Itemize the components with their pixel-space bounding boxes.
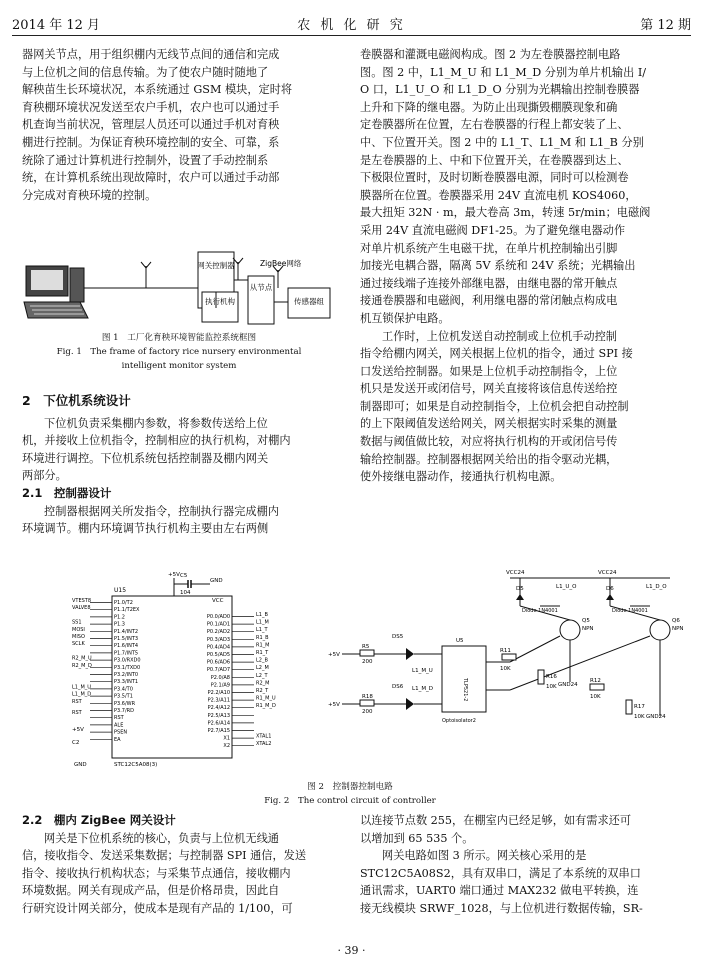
chip-ref: U15: [114, 587, 127, 594]
pin-name: P1.0/T2: [114, 600, 133, 606]
gateway-label: 网关控制器: [197, 261, 235, 270]
d6-label: D6: [606, 586, 614, 592]
text-line: 机互锁保护电路。: [360, 311, 450, 325]
diode-d6: [606, 594, 614, 600]
pin-net-label: R1_T: [256, 650, 269, 656]
caption-cn: 图 2 控制器控制电路: [307, 782, 393, 792]
pin-name: P1.1/T2EX: [114, 607, 140, 614]
pin-name: P0.1/AD1: [206, 621, 230, 628]
pin-name: P3.1/TXD0: [114, 664, 141, 671]
text-line: 以连接节点数 255，在棚室内已经足够，如有需求还可: [360, 814, 632, 827]
header-journal: 农 机 化 研 究: [297, 18, 406, 33]
pin-net-label: R1_M: [256, 642, 270, 649]
pin-name: P3.7/RD: [114, 708, 134, 714]
gnd24-label: GND24: [646, 714, 666, 720]
exec-label: 执行机构: [205, 297, 235, 306]
transistor-q6: [650, 620, 670, 640]
subsection-heading: 2.2 棚内 ZigBee 网关设计: [22, 813, 176, 827]
r17-label: R17: [634, 704, 645, 710]
text-line: 信，接收指令、发送采集数据；与控制器 SPI 通信，发送: [22, 849, 307, 863]
pin-net-label: R2_T: [256, 688, 269, 694]
pin-name: P2.2/A10: [207, 690, 230, 696]
power-label: +5V: [328, 702, 340, 708]
u5-type: TLP521-2: [462, 678, 468, 702]
text-line: 口发送给控制器。如果是上位机手动控制指令，上位: [360, 364, 618, 378]
running-header: [12, 14, 691, 34]
section-heading: 2 下位机系统设计: [22, 393, 131, 408]
pin-name: P3.2/INT0: [114, 672, 139, 678]
resistor-r16: [538, 670, 544, 684]
computer-icon: [24, 266, 88, 318]
r5-label: R5: [362, 644, 370, 650]
text-line: 环境数据。网关有现成产品，但是价格昂贵，因此自: [22, 884, 280, 898]
caption-en: Fig. 1 The frame of factory rice nursery environmental: [56, 347, 302, 357]
u5-label: U5: [456, 638, 464, 644]
pin-net-label: R1_B: [256, 634, 269, 641]
diode-label: Diode 1N4001: [522, 608, 558, 614]
r16-value: 10K: [546, 684, 557, 690]
subsection-heading: 2.1 控制器设计: [22, 485, 112, 500]
pin-net-label: L1_M_D: [72, 691, 92, 698]
r11-label: R11: [500, 648, 511, 654]
pin-name: P2.0/A8: [210, 674, 230, 681]
pin-name: P1.4/INT2: [114, 628, 139, 635]
text-line: STC12C5A08S2，具有双串口，满足了本系统的双串口: [360, 866, 641, 880]
text-line: 环境调节。棚内环境调节执行机构主要由左右两侧: [22, 522, 269, 536]
pin-net-label: VTEST8: [72, 598, 92, 604]
output-label: L1_D_O: [646, 584, 667, 590]
figure-1-diagram: [22, 232, 336, 328]
cap-ref: C5: [180, 573, 188, 579]
caption-en: intelligent monitor system: [121, 361, 237, 371]
pin-net-label: R2_M_U: [72, 655, 92, 662]
pin-name: P1.3: [114, 621, 125, 628]
sensor-label: 传感器组: [294, 297, 324, 306]
text-line: 接无线模块 SRWF_1028，与上位机进行数据传输，SR-: [360, 901, 643, 915]
text-line: 下位机负责采集棚内参数，将参数传送给上位: [44, 416, 268, 430]
pin-net-label: L2_M: [256, 665, 269, 672]
figure-2-caption: [250, 780, 450, 808]
text-line: 的上下限阈值发送给网关，网关根据实时采集的测量: [360, 417, 618, 431]
npn-label: NPN: [582, 626, 594, 632]
pin-name: P0.4/AD4: [206, 644, 230, 651]
text-line: O 口，L1_U_O 和 L1_D_O 分别为光耦输出控制卷膜器: [360, 83, 640, 97]
pin-name: P2.4/A12: [207, 705, 230, 712]
pin-name: P2.6/A14: [207, 720, 230, 727]
pin-net-label: XTAL2: [256, 741, 272, 748]
resistor-r5: [360, 650, 374, 656]
pin-name: P1.2: [114, 614, 125, 621]
pin-name: P3.4/T0: [114, 686, 133, 693]
text-line: 是左卷膜器的上、中和下位置开关，在卷膜器到达上、: [360, 153, 629, 167]
r11-value: 10K: [500, 666, 511, 672]
header-rule: [12, 35, 691, 36]
pin-net-label: SCLK: [72, 641, 85, 648]
text-line: 采用 24V 直流电磁阀 DF1-25。为了避免继电器动作: [360, 223, 626, 237]
led-ds5: [406, 648, 414, 660]
pin-name: P0.7/AD7: [206, 667, 230, 674]
vcc24-label: VCC24: [506, 570, 525, 576]
resistor-r17: [626, 700, 632, 714]
right-column-top: [360, 46, 688, 486]
pin-net-label: L2_T: [256, 672, 268, 679]
text-line: 定卷膜器所在位置，左右卷膜器的行程上都安装了上、: [360, 118, 629, 132]
r5-value: 200: [362, 659, 373, 665]
vcc-label: VCC: [212, 598, 224, 604]
pin-name: P2.5/A13: [207, 712, 230, 719]
reset-cap: C2: [72, 740, 80, 746]
zigbee-label: ZigBee网络: [260, 259, 302, 268]
resistor-r11: [502, 654, 516, 660]
led-ds6: [406, 698, 414, 710]
text-line: 育秧棚环境状况发送至农户手机，农户也可以通过手: [22, 100, 280, 114]
antenna-icon: [141, 262, 151, 288]
vcc24-label: VCC24: [598, 570, 617, 576]
pin-net-label: L2_B: [256, 657, 268, 664]
r16-label: R16: [546, 674, 557, 680]
text-line: 图。图 2 中，L1_M_U 和 L1_M_D 分别为单片机输出 I/: [360, 65, 647, 79]
text-line: 器网关节点，用于组织棚内无线节点间的通信和完成: [22, 48, 280, 61]
text-line: 机只是发送开或闭信号，网关直接将该信息传送给控: [360, 382, 618, 396]
page-number: · 39 ·: [337, 944, 366, 957]
gnd-label: GND: [74, 762, 87, 768]
figure-1-caption: [22, 331, 336, 373]
text-line: 指令给棚内网关，网关根据上位机的指令，通过 SPI 接: [360, 347, 633, 361]
transistor-q5: [560, 620, 580, 640]
chip-type: STC12C5A08(3): [114, 762, 158, 768]
pin-name: P0.2/AD2: [206, 629, 230, 636]
right-column-bottom: [360, 812, 688, 918]
pin-name: P0.0/AD0: [206, 614, 230, 620]
power-label: +5V: [328, 652, 340, 658]
pin-name: P3.3/INT1: [114, 679, 139, 686]
text-line: 接通卷膜器和电磁阀，利用继电器的常闭触点构成电: [360, 294, 618, 308]
text-line: 环境进行调控。下位机系统包括控制器及棚内网关: [22, 451, 269, 465]
header-date: 2014 年 12 月: [12, 18, 101, 33]
text-line: 机，并接收上位机指令，控制相应的执行机构，对棚内: [22, 434, 291, 448]
text-line: 上升和下降的继电器。为防止出现撕毁棚膜现象和确: [360, 100, 618, 114]
pin-name: ALE: [114, 722, 124, 729]
input-label: L1_M_U: [412, 668, 433, 674]
pin-name: RST: [114, 715, 124, 722]
text-line: 棚进行控制。为保证育秧环境控制的安全、可靠，系: [22, 135, 280, 149]
pin-name: P2.1/A9: [210, 682, 230, 689]
pin-name: P3.5/T1: [114, 693, 133, 700]
ds6-label: DS6: [392, 684, 404, 690]
pin-net-label: R2_M: [256, 680, 270, 687]
r18-value: 200: [362, 709, 373, 715]
text-line: 网关电路如图 3 所示。网关核心采用的是: [382, 849, 587, 863]
pin-net-label: XTAL1: [256, 733, 272, 740]
power-label: +5V: [168, 572, 180, 578]
gnd24-label: GND24: [558, 682, 578, 688]
pin-name: P3.0/RXD0: [114, 657, 141, 664]
r12-value: 10K: [590, 694, 601, 700]
resistor-r12: [590, 684, 604, 690]
cap-value: 104: [180, 590, 191, 596]
text-line: 与上位机之间的信息传输。为了使农户随时随地了: [22, 65, 269, 79]
pin-name: X2: [223, 743, 230, 750]
pin-net-label: R2_M_D: [72, 662, 92, 669]
pin-net-label: SS1: [72, 619, 82, 626]
pin-net-label: MISO: [72, 634, 85, 640]
text-line: 指令、接收执行机构状态；与采集节点通信，接收棚内: [22, 866, 291, 880]
npn-label: NPN: [672, 626, 684, 632]
section-2-2: [22, 812, 338, 918]
pin-net-label: RST: [72, 710, 82, 716]
text-line: 中、下位置开关。图 2 中的 L1_T、L1_M 和 L1_B 分别: [360, 135, 644, 149]
reset-power: +5V: [72, 727, 84, 733]
pin-name: P2.7/A15: [207, 728, 230, 734]
node-label: 从节点: [249, 283, 273, 292]
text-line: 工作时，上位机发送自动控制或上位机手动控制: [382, 329, 617, 343]
text-line: 对单片机系统产生电磁干扰，在单片机控制输出引脚: [360, 241, 618, 255]
pin-name: P1.6/INT4: [114, 643, 139, 650]
caption-en: Fig. 2 The control circuit of controller: [264, 796, 436, 806]
pin-net-label: L1_T: [256, 627, 268, 634]
pin-name: X1: [223, 735, 230, 742]
pin-name: P0.6/AD6: [206, 659, 230, 666]
pin-name: P1.7/INT5: [114, 650, 139, 657]
text-line: 控制器根据网关所发指令，控制执行器完成棚内: [44, 504, 279, 518]
text-line: 使外接继电器动作，接通执行机构电源。: [360, 470, 562, 484]
text-line: 膜器所在位置。卷膜器采用 24V 直流电机 KOS4060，: [360, 188, 637, 202]
text-line: 最大扭矩 32N · m，最大卷高 3m，转速 5r/min；电磁阀: [360, 206, 651, 220]
pin-name: P0.3/AD3: [206, 636, 230, 643]
left-column-intro: [22, 46, 336, 204]
pin-net-label: R1_M_U: [256, 695, 276, 702]
d5-label: D5: [516, 586, 524, 592]
text-line: 通讯需求，UART0 端口通过 MAX232 做电平转换，连: [360, 884, 639, 898]
text-line: 下极限位置时，及时切断卷膜器电源，同时可以检测卷: [360, 171, 629, 185]
pin-name: P0.5/AD5: [206, 652, 230, 658]
resistor-r18: [360, 700, 374, 706]
text-line: 行研究设计网关部分，使成本是现有产品的 1/100，可: [22, 901, 293, 915]
text-line: 解秧苗生长环境状况，本系统通过 GSM 模块，定时将: [22, 83, 293, 97]
text-line: 统，在计算机系统出现故障时，农户可以通过手动部: [22, 171, 280, 185]
diode-label: Diode 1N4001: [612, 608, 648, 614]
right-pins: [207, 612, 276, 749]
r18-label: R18: [362, 694, 373, 700]
text-line: 数据与阈值做比较，对应将执行机构的开或闭信号传: [360, 435, 618, 449]
text-line: 机查询当前状况，管理层人员还可以通过手机对育秧: [22, 118, 280, 132]
pin-net-label: VALVE8: [72, 605, 91, 612]
text-line: 制器即可；如果是自动控制指令，上位机会把自动控制: [360, 399, 629, 413]
text-line: 卷膜器和灌溉电磁阀构成。图 2 为左卷膜器控制电路: [360, 48, 621, 61]
ds5-label: DS5: [392, 634, 404, 640]
r17-value: 10K: [634, 714, 645, 720]
pin-name: PSEN: [114, 729, 128, 736]
r12-label: R12: [590, 678, 601, 684]
q6-label: Q6: [672, 618, 680, 624]
text-line: 分完成对育秧环境的控制。: [22, 188, 157, 202]
section-2: [22, 392, 336, 538]
pin-net-label: R1_M_D: [256, 703, 276, 710]
figure-2-circuit: [70, 566, 690, 776]
gnd-label: GND: [210, 578, 223, 584]
pin-net-label: L1_M_U: [72, 684, 91, 691]
header-issue: 第 12 期: [640, 18, 691, 33]
pin-net-label: RST: [72, 698, 82, 705]
pin-net-label: L1_B: [256, 612, 268, 618]
text-line: 通过接线端子连接外部继电器，由继电器的常开触点: [360, 276, 618, 290]
pin-net-label: MOSI: [72, 626, 85, 633]
opto-label: Optoisolator2: [442, 718, 476, 724]
q5-label: Q5: [582, 618, 590, 624]
pin-name: EA: [114, 736, 121, 743]
pin-name: P3.6/WR: [114, 700, 136, 707]
pin-net-label: L1_M: [256, 619, 269, 626]
text-line: 两部分。: [22, 469, 67, 483]
text-line: 统除了通过计算机进行控制外，设置了手动控制系: [22, 153, 269, 167]
text-line: 加接光电耦合器，隔离 5V 系统和 24V 系统；光耦输出: [360, 259, 636, 273]
text-line: 网关是下位机系统的核心，负责与上位机无线通: [44, 831, 279, 845]
diode-d5: [516, 594, 524, 600]
input-label: L1_M_D: [412, 686, 434, 692]
output-label: L1_U_O: [556, 584, 577, 590]
text-line: 以增加到 65 535 个。: [360, 831, 474, 845]
text-line: 输给控制器。控制器根据网关给出的指令驱动光耦，: [360, 452, 618, 466]
pin-name: P2.3/A11: [207, 697, 230, 704]
pin-name: P1.5/INT3: [114, 636, 139, 642]
caption-cn: 图 1 工厂化育秧环境智能监控系统框图: [101, 333, 257, 343]
